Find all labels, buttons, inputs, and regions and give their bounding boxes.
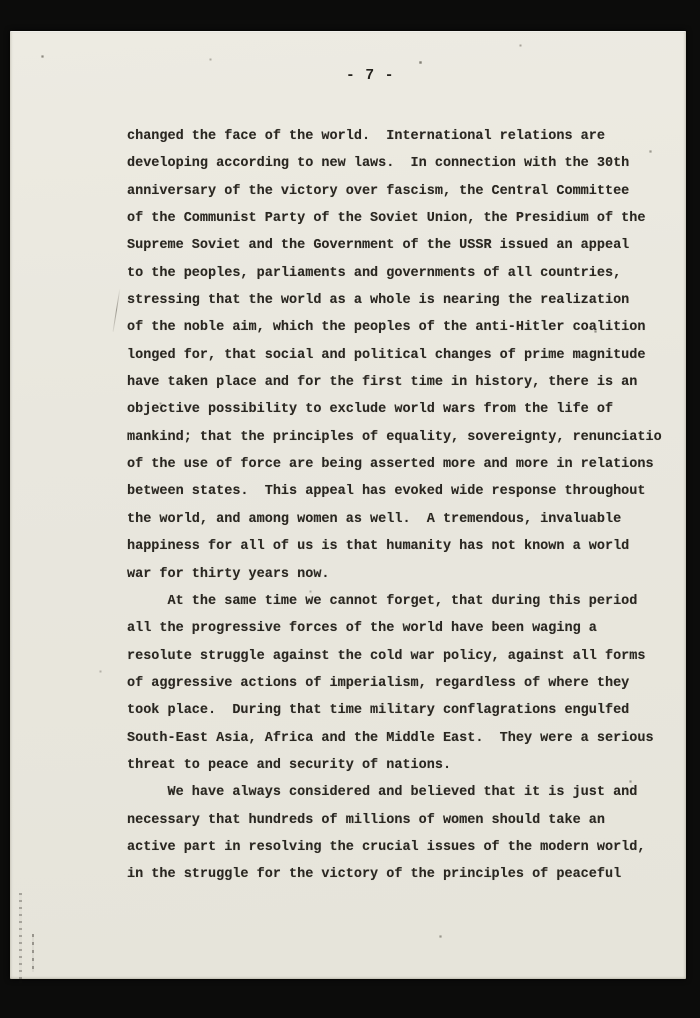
paper-edge-mark: [32, 934, 34, 972]
paper-speckles: [10, 31, 11, 32]
text-line: mankind; that the principles of equality, sovereignty, renunciatio: [127, 429, 662, 445]
text-line: of the Communist Party of the Soviet Union, the Presidium of the: [127, 211, 646, 227]
text-line: active part in resolving the crucial issues of the modern world,: [127, 839, 646, 855]
text-line: war for thirty years now.: [127, 566, 330, 582]
text-line: took place. During that time military conflagrations engulfed: [127, 703, 630, 719]
text-line: developing according to new laws. In connection with the 30th: [127, 156, 630, 172]
text-line: We have always considered and believed that it is just and: [127, 785, 638, 801]
paper-edge-wear: [19, 893, 22, 983]
typewritten-text: [127, 123, 683, 889]
text-line: all the progressive forces of the world have been waging a: [127, 621, 597, 637]
text-line: have taken place and for the first time in history, there is an: [127, 375, 638, 391]
text-line: of the noble aim, which the peoples of the anti-Hitler coalition: [127, 320, 646, 336]
text-line: the world, and among women as well. A tremendous, invaluable: [127, 511, 622, 527]
text-line: anniversary of the victory over fascism, the Central Committee: [127, 183, 630, 199]
text-line: between states. This appeal has evoked wide response throughout: [127, 484, 646, 500]
text-line: South-East Asia, Africa and the Middle East. They were a serious: [127, 730, 654, 746]
text-line: changed the face of the world. International relations are: [127, 129, 605, 144]
text-line: Supreme Soviet and the Government of the USSR issued an appeal: [127, 238, 630, 254]
text-line: necessary that hundreds of millions of women should take an: [127, 812, 605, 828]
text-line: longed for, that social and political changes of prime magnitude: [127, 347, 646, 363]
text-line: resolute struggle against the cold war policy, against all forms: [127, 648, 646, 664]
margin-pencil-mark: [113, 288, 121, 332]
text-line: At the same time we cannot forget, that during this period: [127, 593, 638, 609]
text-line: objective possibility to exclude world wars from the life of: [127, 402, 614, 418]
text-line: threat to peace and security of nations.: [127, 757, 452, 773]
text-line: of the use of force are being asserted more and more in relations: [127, 457, 654, 473]
text-line: stressing that the world as a whole is nearing the realization: [127, 293, 630, 309]
text-line: happiness for all of us is that humanity has not known a world: [127, 539, 630, 555]
text-line: of aggressive actions of imperialism, regardless of where they: [127, 675, 630, 691]
document-page: [10, 31, 686, 979]
text-line: in the struggle for the victory of the principles of peaceful: [127, 867, 622, 883]
page-number: - 7 -: [346, 68, 395, 84]
text-line: to the peoples, parliaments and governments of all countries,: [127, 265, 622, 281]
